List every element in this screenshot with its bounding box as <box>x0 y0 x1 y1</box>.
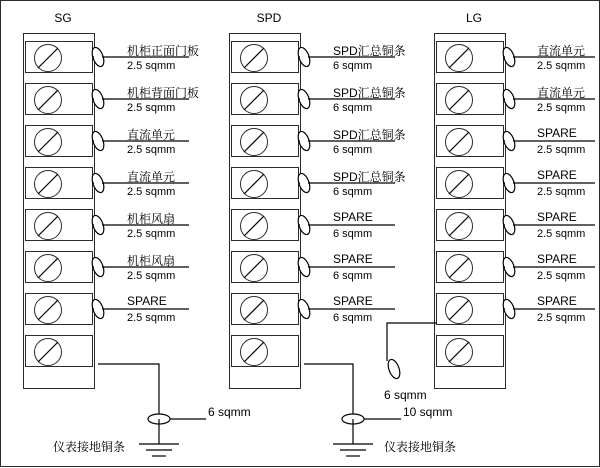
terminal-slash-icon <box>240 128 268 156</box>
device-label-spd-7: SPARE <box>333 294 373 308</box>
device-label-lg-2: 直流单元 <box>537 86 586 100</box>
device-label-sg-7: SPARE <box>127 294 167 308</box>
left-wire-size-label: 6 sqmm <box>208 405 251 419</box>
terminal-slash-icon <box>34 338 62 366</box>
terminal-sg-8[interactable] <box>25 335 93 367</box>
terminal-lg-5[interactable] <box>436 209 504 241</box>
wire-size-label-sg-5: 2.5 sqmm <box>127 228 176 240</box>
device-label-sg-6: 机柜风扇 <box>127 254 176 268</box>
terminal-slash-icon <box>240 296 268 324</box>
terminal-slash-icon <box>34 44 62 72</box>
terminal-slash-icon <box>34 86 62 114</box>
terminal-spd-7[interactable] <box>231 293 299 325</box>
terminal-slash-icon <box>445 170 473 198</box>
terminal-lg-4[interactable] <box>436 167 504 199</box>
device-label-lg-3: SPARE <box>537 126 577 140</box>
terminal-spd-1[interactable] <box>231 41 299 73</box>
terminal-slash-icon <box>445 296 473 324</box>
wire-size-label-spd-6: 6 sqmm <box>333 270 373 282</box>
terminal-lg-6[interactable] <box>436 251 504 283</box>
terminal-lg-1[interactable] <box>436 41 504 73</box>
spd-title: SPD <box>229 11 309 25</box>
device-label-spd-5: SPARE <box>333 210 373 224</box>
wire-size-label-spd-5: 6 sqmm <box>333 228 373 240</box>
wire-size-label-sg-4: 2.5 sqmm <box>127 186 176 198</box>
device-label-lg-7: SPARE <box>537 294 577 308</box>
wire-size-label-sg-3: 2.5 sqmm <box>127 144 176 156</box>
wire-size-label-sg-1: 2.5 sqmm <box>127 60 176 72</box>
device-label-spd-1: SPD汇总铜条 <box>333 44 406 58</box>
terminal-lg-3[interactable] <box>436 125 504 157</box>
right-ground-bar-label: 仪表接地铜条 <box>384 440 457 454</box>
wire-size-label-lg-5: 2.5 sqmm <box>537 228 586 240</box>
terminal-spd-2[interactable] <box>231 83 299 115</box>
wire-size-label-spd-1: 6 sqmm <box>333 60 373 72</box>
device-label-lg-6: SPARE <box>537 252 577 266</box>
device-label-sg-4: 直流单元 <box>127 170 176 184</box>
terminal-slash-icon <box>240 170 268 198</box>
terminal-slash-icon <box>445 338 473 366</box>
terminal-spd-8[interactable] <box>231 335 299 367</box>
terminal-spd-5[interactable] <box>231 209 299 241</box>
terminal-slash-icon <box>34 212 62 240</box>
terminal-spd-3[interactable] <box>231 125 299 157</box>
device-label-lg-1: 直流单元 <box>537 44 586 58</box>
device-label-lg-5: SPARE <box>537 210 577 224</box>
device-label-lg-4: SPARE <box>537 168 577 182</box>
device-label-spd-6: SPARE <box>333 252 373 266</box>
terminal-lg-2[interactable] <box>436 83 504 115</box>
left-ground-bar-label: 仪表接地铜条 <box>53 440 126 454</box>
terminal-lg-7[interactable] <box>436 293 504 325</box>
terminal-sg-3[interactable] <box>25 125 93 157</box>
wire-size-label-sg-6: 2.5 sqmm <box>127 270 176 282</box>
sg-title: SG <box>23 11 103 25</box>
device-label-spd-4: SPD汇总铜条 <box>333 170 406 184</box>
terminal-lg-8[interactable] <box>436 335 504 367</box>
terminal-sg-4[interactable] <box>25 167 93 199</box>
terminal-slash-icon <box>445 212 473 240</box>
terminal-slash-icon <box>240 254 268 282</box>
wire-size-label-spd-4: 6 sqmm <box>333 186 373 198</box>
device-label-spd-2: SPD汇总铜条 <box>333 86 406 100</box>
terminal-slash-icon <box>445 128 473 156</box>
wire-size-label-lg-2: 2.5 sqmm <box>537 102 586 114</box>
device-label-spd-3: SPD汇总铜条 <box>333 128 406 142</box>
terminal-slash-icon <box>240 86 268 114</box>
terminal-spd-4[interactable] <box>231 167 299 199</box>
wire-size-label-lg-6: 2.5 sqmm <box>537 270 586 282</box>
terminal-slash-icon <box>445 44 473 72</box>
terminal-slash-icon <box>240 212 268 240</box>
wire-size-label-spd-7: 6 sqmm <box>333 312 373 324</box>
device-label-sg-1: 机柜正面门板 <box>127 44 200 58</box>
wire-size-label-sg-7: 2.5 sqmm <box>127 312 176 324</box>
terminal-slash-icon <box>34 128 62 156</box>
wire-size-label-sg-2: 2.5 sqmm <box>127 102 176 114</box>
wire-size-label-spd-2: 6 sqmm <box>333 102 373 114</box>
terminal-slash-icon <box>445 86 473 114</box>
terminal-slash-icon <box>445 254 473 282</box>
wire-size-label-lg-7: 2.5 sqmm <box>537 312 586 324</box>
device-label-sg-2: 机柜背面门板 <box>127 86 200 100</box>
lg-to-spd-wire-size-label: 6 sqmm <box>384 388 427 402</box>
device-label-sg-3: 直流单元 <box>127 128 176 142</box>
wire-size-label-lg-1: 2.5 sqmm <box>537 60 586 72</box>
terminal-slash-icon <box>240 338 268 366</box>
wire-size-label-spd-3: 6 sqmm <box>333 144 373 156</box>
terminal-spd-6[interactable] <box>231 251 299 283</box>
terminal-sg-2[interactable] <box>25 83 93 115</box>
terminal-slash-icon <box>240 44 268 72</box>
terminal-sg-6[interactable] <box>25 251 93 283</box>
lg-title: LG <box>434 11 514 25</box>
terminal-sg-7[interactable] <box>25 293 93 325</box>
terminal-slash-icon <box>34 170 62 198</box>
terminal-slash-icon <box>34 296 62 324</box>
wire-size-label-lg-4: 2.5 sqmm <box>537 186 586 198</box>
device-label-sg-5: 机柜风扇 <box>127 212 176 226</box>
terminal-sg-1[interactable] <box>25 41 93 73</box>
terminal-slash-icon <box>34 254 62 282</box>
wire-size-label-lg-3: 2.5 sqmm <box>537 144 586 156</box>
terminal-sg-5[interactable] <box>25 209 93 241</box>
right-wire-size-label: 10 sqmm <box>403 405 453 419</box>
